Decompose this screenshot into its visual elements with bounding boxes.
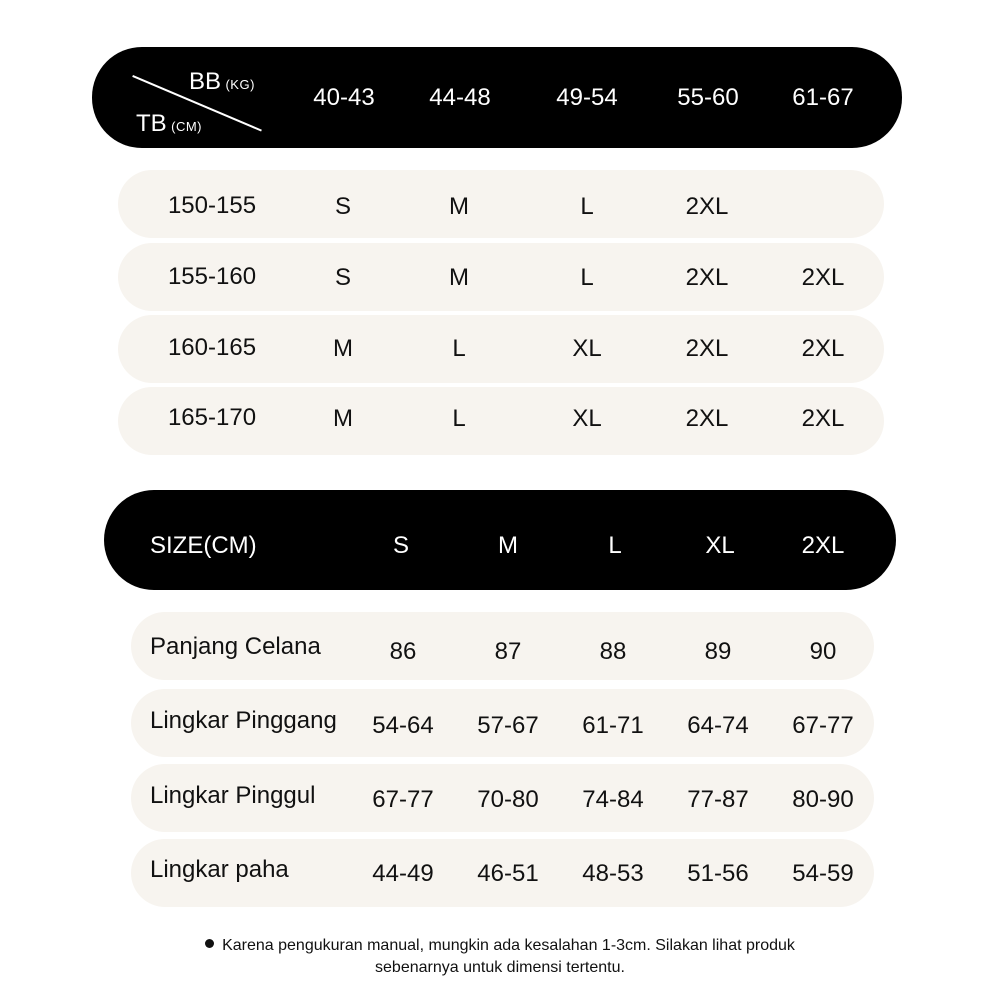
measurement-cell: 89 xyxy=(704,638,732,665)
size-cell: M xyxy=(333,405,353,432)
measurement-cell: 61-71 xyxy=(582,712,644,739)
size-column-header: S xyxy=(392,532,410,559)
size-cell: M xyxy=(449,264,469,291)
height-range-cell: 155-160 xyxy=(167,263,257,290)
size-cell: L xyxy=(452,405,466,432)
size-cell: XL xyxy=(572,335,602,362)
size-cell: 2XL xyxy=(685,335,729,362)
measurement-cell: 70-80 xyxy=(477,786,539,813)
size-cell: 2XL xyxy=(801,264,845,291)
size-cell: 2XL xyxy=(801,405,845,432)
weight-column-header: 40-43 xyxy=(313,84,375,111)
measurement-cell: 90 xyxy=(809,638,837,665)
measurement-cell: 57-67 xyxy=(477,712,539,739)
size-cell: 2XL xyxy=(685,264,729,291)
height-range-cell: 150-155 xyxy=(167,192,257,219)
size-cell: S xyxy=(334,193,352,220)
measurement-cell: 86 xyxy=(389,638,417,665)
measurement-label: Lingkar paha xyxy=(150,856,289,883)
bullet-icon xyxy=(205,939,214,948)
measurement-label: Lingkar Pinggul xyxy=(150,782,316,809)
measurement-cell: 88 xyxy=(599,638,627,665)
size-cell: L xyxy=(452,335,466,362)
measurement-cell: 48-53 xyxy=(582,860,644,887)
size-cell: XL xyxy=(572,405,602,432)
size-column-header: L xyxy=(608,532,622,559)
height-range-cell: 160-165 xyxy=(167,334,257,361)
size-cell: L xyxy=(580,264,594,291)
footnote xyxy=(0,935,1000,979)
size-cell: 2XL xyxy=(685,193,729,220)
size-cell: 2XL xyxy=(685,405,729,432)
measurement-cell: 80-90 xyxy=(792,786,854,813)
corner-height-label: TB (CM) xyxy=(136,110,203,137)
measurement-cell: 67-77 xyxy=(372,786,434,813)
measurement-cell: 67-77 xyxy=(792,712,854,739)
footnote-line-1: Karena pengukuran manual, mungkin ada kesalahan 1-3cm. Silakan lihat produk xyxy=(0,935,1000,957)
size-cm-header: SIZE(CM) xyxy=(150,532,257,559)
weight-height-header-bar xyxy=(92,47,902,148)
size-cell: 2XL xyxy=(801,335,845,362)
weight-column-header: 49-54 xyxy=(556,84,618,111)
measurement-cell: 46-51 xyxy=(477,860,539,887)
measurement-label: Lingkar Pinggang xyxy=(150,707,337,734)
size-column-header: 2XL xyxy=(801,532,845,559)
measurement-cell: 44-49 xyxy=(372,860,434,887)
weight-column-header: 55-60 xyxy=(677,84,739,111)
weight-column-header: 61-67 xyxy=(792,84,854,111)
size-cell: L xyxy=(580,193,594,220)
size-cell: M xyxy=(449,193,469,220)
height-range-cell: 165-170 xyxy=(167,404,257,431)
size-column-header: M xyxy=(498,532,518,559)
measurement-cell: 74-84 xyxy=(582,786,644,813)
footnote-line-2: sebenarnya untuk dimensi tertentu. xyxy=(375,959,625,976)
measurement-cell: 77-87 xyxy=(687,786,749,813)
size-cell: S xyxy=(334,264,352,291)
measurement-cell: 54-64 xyxy=(372,712,434,739)
measurement-cell: 51-56 xyxy=(687,860,749,887)
measurement-label: Panjang Celana xyxy=(150,633,321,660)
measurement-cell: 87 xyxy=(494,638,522,665)
size-cell: M xyxy=(333,335,353,362)
weight-column-header: 44-48 xyxy=(429,84,491,111)
measurement-cell: 64-74 xyxy=(687,712,749,739)
measurement-cell: 54-59 xyxy=(792,860,854,887)
corner-weight-label: BB (KG) xyxy=(189,68,255,95)
size-column-header: XL xyxy=(705,532,735,559)
